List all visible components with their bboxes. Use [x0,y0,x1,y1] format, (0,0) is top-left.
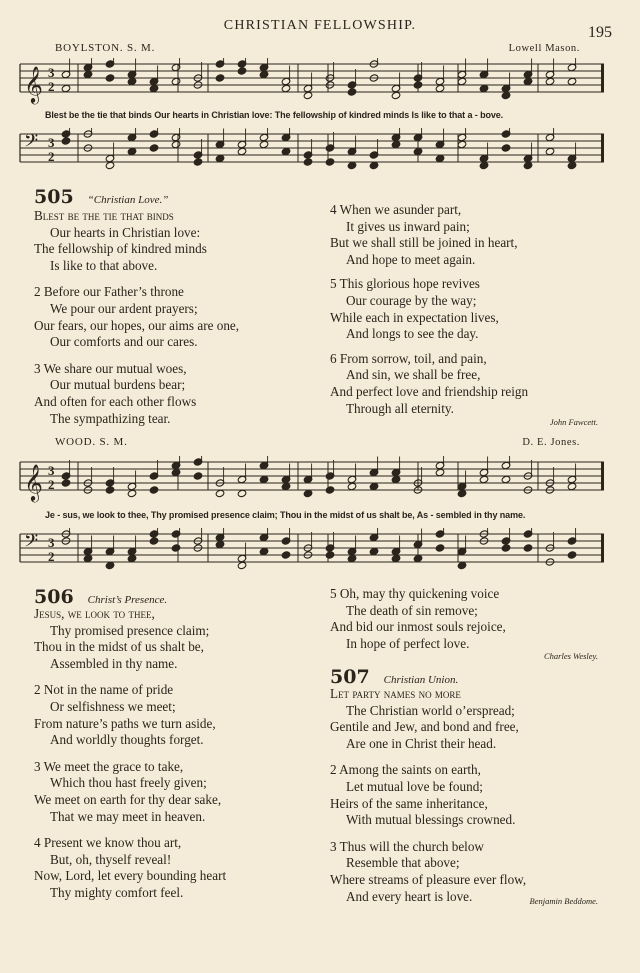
hymn-number-507: 507 [330,666,370,688]
note-head [391,475,401,483]
lyric-underlay-boylston: Blest be the tie that binds Our hearts in Christian love: The fellowship of kindred minds Is like to that a - bove. [45,110,504,120]
note-head [391,554,401,562]
verse-line: Blest be the tie that binds [34,208,174,223]
verse-line: Now, Lord, let every bounding heart [34,868,227,884]
note-head [281,551,291,559]
note-head [105,74,115,82]
note-head [567,161,577,169]
verse-507-2 [330,762,526,828]
note-head [413,81,423,89]
hymn-subtitle-507: Christian Union. [383,674,459,686]
verse-line: And bid our inmost souls rejoice, [330,619,506,635]
verse-line: And hope to meet again. [346,251,476,267]
verse-line: While each in expectation lives, [330,309,499,325]
note-head [391,140,401,148]
note-head [369,547,379,555]
hymn-subtitle-506: Christ’s Presence. [87,594,168,606]
note-head [127,77,137,85]
note-head [259,547,269,555]
note-head [501,91,511,99]
verse-505-5 [330,276,528,342]
note-head [325,158,335,166]
verse-line: And sin, we shall be free, [346,367,481,383]
verse-line: 6 From sorrow, toil, and pain, [330,350,487,366]
hymn-507-column [330,686,526,905]
verse-line: Thy mighty comfort feel. [50,884,184,900]
verse-line: Let party names no more [330,686,461,701]
verse-line: Or selfishness we meet; [50,698,176,714]
bass-clef-icon: 𝄢 [24,131,39,156]
time-signature-numerator: 3 [48,535,55,550]
verse-line: The fellowship of kindred minds [34,241,207,257]
note-head [237,67,247,75]
verse-line: Is like to that above. [50,257,158,273]
verse-line: And perfect love and friendship reign [330,383,529,399]
note-head [237,561,247,569]
note-head [347,554,357,562]
hymn-506-column-left [34,606,226,902]
verse-line: 2 Among the saints on earth, [330,762,481,778]
verse-line: It gives us inward pain; [346,218,470,234]
hymn-number-506: 506 [34,586,74,608]
note-head [567,482,577,490]
verse-line: Our courage by the way; [346,292,477,308]
tune-name-boylston: BOYLSTON. S. M. [55,42,156,54]
hymn-505-author: John Fawcett. [549,417,598,427]
verse-line: Gentile and Jew, and bond and free, [330,719,519,735]
note-head [347,161,357,169]
verse-line: Resemble that above; [346,855,460,871]
verse-line: Our comforts and our cares. [50,334,198,350]
verse-line: Are one in Christ their head. [346,735,497,751]
note-head [501,544,511,552]
note-head [545,147,555,155]
note-head [391,91,401,99]
note-head [347,482,357,490]
note-head [303,158,313,166]
verse-line: Where streams of pleasure ever flow, [330,871,527,887]
treble-clef-icon: 𝄞 [24,65,43,103]
note-head [83,554,93,562]
bass-staff-wood [18,528,610,580]
verse-line: And longs to see the day. [346,326,479,342]
verse-line: But, oh, thyself reveal! [50,851,172,867]
verse-line: And every heart is love. [346,888,473,904]
final-bar-line [601,534,604,562]
note-head [347,88,357,96]
verse-507-3 [330,839,526,905]
note-head [479,161,489,169]
treble-staff-boylston [18,58,610,110]
hymn-505-column-right [330,202,528,417]
treble-staff-wood [18,456,610,508]
tune-composer-wood: D. E. Jones. [522,437,580,448]
note-head [567,77,577,85]
verse-507-1 [330,686,526,752]
note-head [127,554,137,562]
verse-line: 3 We share our mutual woes, [34,360,187,376]
note-head [237,147,247,155]
verse-line: Assembled in thy name. [50,655,178,671]
note-head [435,468,445,476]
hymn-number-505: 505 [34,186,74,208]
note-head [501,144,511,152]
note-head [303,91,313,99]
note-head [193,472,203,480]
page-number: 195 [588,24,612,41]
bass-staff-boylston [18,128,610,180]
note-head [457,489,467,497]
note-head [149,537,159,545]
note-head [435,154,445,162]
tune-composer-boylston: Lowell Mason. [508,43,580,54]
verse-line: 4 Present we know thou art, [34,835,182,851]
note-head [369,482,379,490]
final-bar-line [601,134,604,162]
time-signature-denominator: 2 [48,477,55,492]
note-head [83,70,93,78]
verse-line: The Christian world o’erspread; [346,702,515,718]
verse-505-6 [330,351,528,417]
time-signature-denominator: 2 [48,149,55,164]
note-head [281,482,291,490]
verse-line: Our mutual burdens bear; [50,377,186,393]
final-bar-line [601,462,604,490]
note-head [457,77,467,85]
verse-line: Jesus, we look to thee, [34,606,155,621]
note-head [105,161,115,169]
time-signature-denominator: 2 [48,549,55,564]
note-head [149,144,159,152]
verse-line: From nature’s paths we turn aside, [34,715,216,731]
note-head [127,147,137,155]
verse-line: And often for each other flows [34,393,197,409]
note-head [523,77,533,85]
page-header-title: CHRISTIAN FELLOWSHIP. [223,18,417,33]
note-head [457,140,467,148]
verse-line: Heirs of the same inheritance, [330,795,488,811]
verse-line: Through all eternity. [346,400,454,416]
note-head [215,540,225,548]
time-signature-denominator: 2 [48,79,55,94]
final-bar-line [601,64,604,92]
note-head [61,84,71,92]
verse-line: We pour our ardent prayers; [50,300,198,316]
bass-clef-icon: 𝄢 [24,531,39,556]
note-head [281,147,291,155]
note-head [303,489,313,497]
hymn-506-author: Charles Wesley. [544,651,598,661]
verse-line: Let mutual love be found; [346,778,483,794]
note-head [61,479,71,487]
verse-line: Thou in the midst of us shalt be, [34,639,204,655]
verse-line: We meet on earth for thy dear sake, [34,791,222,807]
note-head [413,147,423,155]
verse-506-2 [34,682,226,748]
verse-line: Thy promised presence claim; [50,622,210,638]
note-head [479,84,489,92]
note-head [105,561,115,569]
verse-line: In hope of perfect love. [346,635,470,651]
hymn-505-column-left [34,208,239,427]
verse-506-5 [330,586,506,652]
note-head [215,74,225,82]
note-head [545,77,555,85]
verse-line: That we may meet in heaven. [50,808,206,824]
verse-line: 2 Not in the name of pride [34,682,174,698]
verse-506-3 [34,759,226,825]
verse-line: The sympathizing tear. [50,410,171,426]
time-signature-numerator: 3 [48,135,55,150]
verse-505-2 [34,284,239,350]
verse-line: But we shall still be joined in heart, [330,235,518,251]
note-head [435,84,445,92]
note-head [567,551,577,559]
note-head [171,544,181,552]
note-head [325,486,335,494]
time-signature-numerator: 3 [48,65,55,80]
note-head [105,486,115,494]
note-head [171,77,181,85]
note-head [259,475,269,483]
note-head [193,158,203,166]
note-head [149,84,159,92]
note-head [457,561,467,569]
note-head [501,475,511,483]
verse-line: 5 Oh, may thy quickening voice [330,586,500,601]
verse-line: The death of sin remove; [346,602,478,618]
lyric-underlay-wood: Je - sus, we look to thee, Thy promised presence claim; Thou in the midst of us shalt be, As - sembled in thy name. [45,510,526,520]
note-head [523,544,533,552]
verse-line: Which thou hast freely given; [50,775,207,791]
verse-line: 3 We meet the grace to take, [34,758,184,774]
note-head [259,70,269,78]
note-head [479,475,489,483]
note-head [413,554,423,562]
note-head [237,489,247,497]
note-head [61,137,71,145]
note-head [435,544,445,552]
note-head [523,161,533,169]
verse-line: 2 Before our Father’s throne [34,284,184,300]
tune-name-wood: WOOD. S. M. [55,436,128,448]
time-signature-numerator: 3 [48,463,55,478]
verse-505-3 [34,361,239,427]
verse-line: 5 This glorious hope revives [330,276,480,292]
note-head [369,161,379,169]
treble-clef-icon: 𝄞 [24,463,43,501]
verse-line: And worldly thoughts forget. [50,732,204,748]
note-head [215,489,225,497]
verse-line: Our fears, our hopes, our aims are one, [34,317,240,333]
verse-line: With mutual blessings crowned. [346,812,516,828]
verse-line: 4 When we asunder part, [330,202,462,217]
verse-505-4 [330,202,528,268]
verse-line: 3 Thus will the church below [330,838,484,854]
hymn-subtitle-505: “Christian Love.” [87,194,169,206]
verse-line: Our hearts in Christian love: [50,224,201,240]
note-head [215,154,225,162]
note-head [171,140,181,148]
verse-506-1 [34,606,226,672]
note-head [149,486,159,494]
note-head [171,468,181,476]
note-head [325,551,335,559]
note-head [127,489,137,497]
hymn-507-author: Benjamin Beddome. [529,896,598,906]
hymn-506-column-right [330,586,506,652]
verse-506-4 [34,835,226,901]
note-head [281,84,291,92]
note-head [259,140,269,148]
verse-505-1 [34,208,239,274]
